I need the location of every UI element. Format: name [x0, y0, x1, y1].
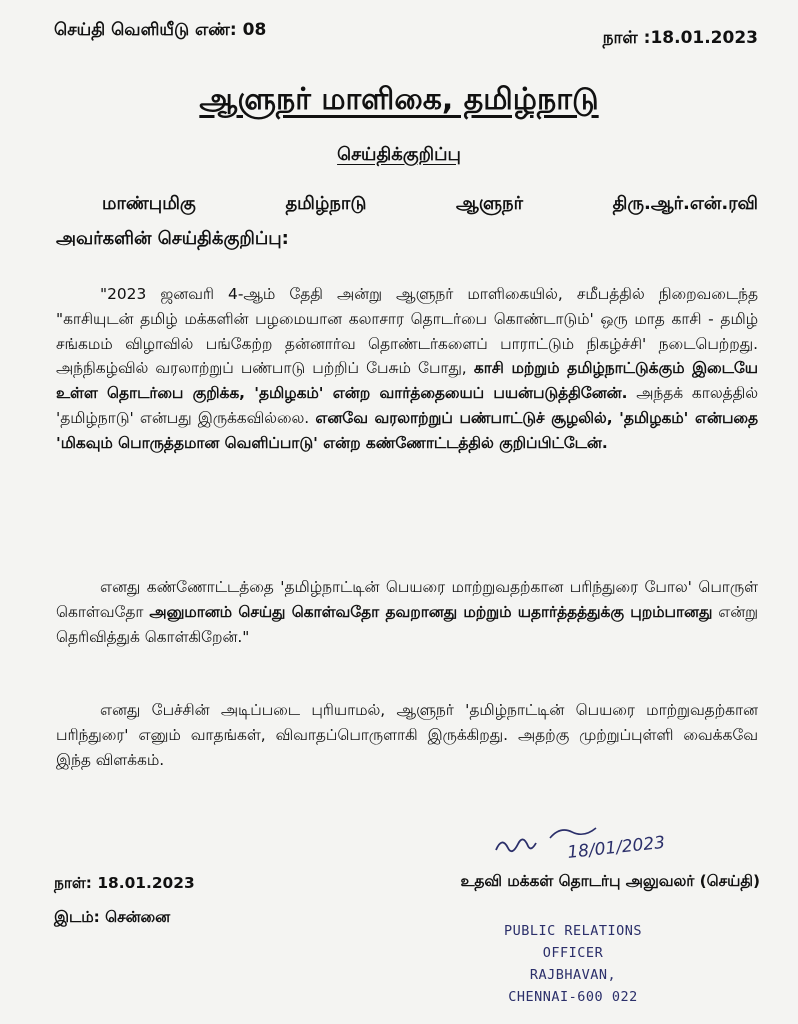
paragraph-1: [56, 282, 758, 456]
footer-date: நாள்: 18.01.2023: [54, 874, 195, 892]
paragraph-1-text-c: அந்தக் காலத்தில் 'தமிழ்நாடு' என்பது இருக்கவில்லை.: [56, 384, 759, 427]
lead-line-1: [56, 186, 758, 221]
lead-word: திரு.ஆர்.என்.ரவி: [612, 193, 758, 214]
paragraph-3: [56, 698, 758, 772]
footer-place: இடம்: சென்னை: [54, 908, 171, 926]
officer-title: உதவி மக்கள் தொடர்பு அலுவலர் (செய்தி): [460, 872, 760, 890]
signature-date: 18/01/2023: [566, 832, 666, 863]
lead-word: தமிழ்நாடு: [285, 193, 367, 214]
paragraph-1-text-a: "2023 ஜனவரி 4-ஆம் தேதி அன்று ஆளுநர் மாளிகையில், சமீபத்தில் நிறைவடைந்த "காசியுடன் தமிழ் மக்களின் பழமையான கலாசார தொடர்பை கொண்டாடும்' ஒரு மாத காசி - தமிழ் சங்கமம் விழாவில் பங்கேற்ற தன்னார்வ தொண்டர்களைப் பாராட்டும் நிகழ்ச்சி' நடைபெற்றது. அந்நிகழ்வில் வரலாற்றுப் பண்பாடு பற்றிப் பேசும் போது,: [56, 285, 758, 378]
stamp-line: OFFICER: [542, 945, 604, 961]
lead-line-2: அவர்களின் செய்திக்குறிப்பு:: [56, 228, 289, 249]
paragraph-2-text-c: என்று தெரிவித்துக் கொள்கிறேன்.": [56, 602, 758, 646]
paragraph-1-text-b: காசி மற்றும் தமிழ்நாட்டுக்கும் இடையே உள்ள தொடர்பை குறிக்க, 'தமிழகம்' என்ற வார்த்தையைப் பயன்படுத்தினேன்.: [56, 359, 758, 403]
paragraph-1-text-d: எனவே வரலாற்றுப் பண்பாட்டுச் சூழலில், 'தமிழகம்' என்பதை 'மிகவும் பொருத்தமான வெளிப்பாடு' என்ற கண்ணோட்டத்தில் குறிப்பிட்டேன்.: [56, 408, 758, 452]
release-number: செய்தி வெளியீடு எண்: 08: [54, 20, 267, 40]
page-subtitle: செய்திக்குறிப்பு: [337, 144, 461, 165]
paragraph-3-text: எனது பேச்சின் அடிப்படை புரியாமல், ஆளுநர் 'தமிழ்நாட்டின் பெயரை மாற்றுவதற்கான பரிந்துரை' எனும் வாதங்கள், விவாதப்பொருளாகி இருக்கிறது. அதற்கு முற்றுப்புள்ளி வைக்கவே இந்த விளக்கம்.: [56, 701, 758, 769]
stamp-line: PUBLIC RELATIONS: [503, 923, 643, 939]
paragraph-2-text-a: எனது கண்ணோட்டத்தை 'தமிழ்நாட்டின் பெயரை மாற்றுவதற்கான பரிந்துரை போல' பொருள் கொள்வதோ: [56, 578, 758, 621]
official-stamp: [478, 920, 668, 1008]
lead-word: மாண்புமிகு: [102, 193, 196, 214]
lead-heading: [56, 186, 758, 256]
handwritten-signature: [488, 812, 708, 872]
page-title: ஆளுநர் மாளிகை, தமிழ்நாடு: [199, 82, 599, 117]
release-date: நாள் :18.01.2023: [602, 28, 758, 48]
paragraph-2: [56, 575, 758, 649]
stamp-line: CHENNAI-600 022: [508, 989, 638, 1005]
lead-word: ஆளுநர்: [456, 193, 523, 214]
stamp-line: RAJBHAVAN,: [529, 967, 617, 983]
paragraph-2-text-b: அனுமானம் செய்து கொள்வதோ தவறானது மற்றும் யதார்த்தத்துக்கு புறம்பானது: [149, 602, 713, 621]
